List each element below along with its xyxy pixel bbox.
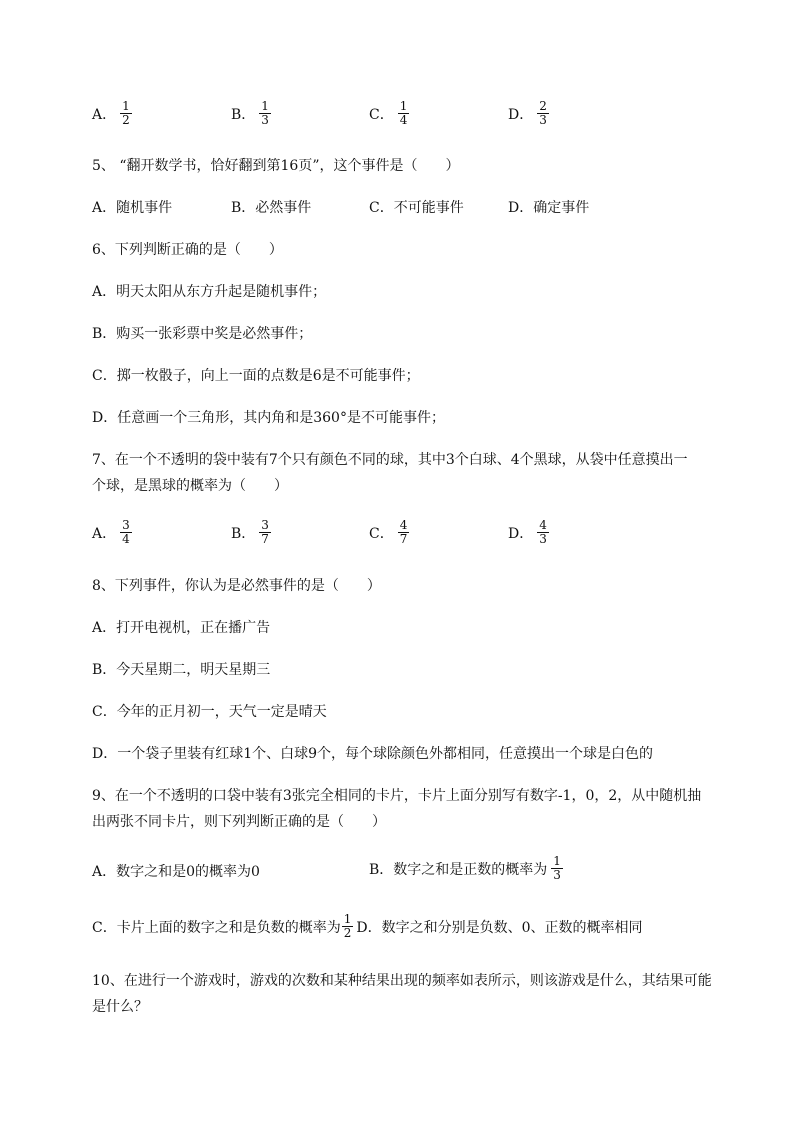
q5-option-b: B．必然事件	[231, 200, 312, 216]
q9-option-b: B．数字之和是正数的概率为 $\frac{1}{3}$	[369, 854, 561, 882]
fraction: $\frac{3}{4}$	[122, 518, 130, 546]
q9-option-d: D．数字之和分别是负数、0、正数的概率相同	[356, 919, 643, 936]
q9-option-c: C．卡片上面的数字之和是负数的概率为 $\frac{1}{2}$ D．数字之和分别是负数、0、正数的概率相同	[92, 912, 643, 940]
fraction: $\frac{1}{2}$	[122, 99, 130, 127]
fraction: $\frac{2}{3}$	[539, 99, 547, 127]
fraction: $\frac{4}{7}$	[399, 518, 408, 546]
q9-option-a: A．数字之和是0的概率为0	[92, 864, 260, 880]
q4-option-c: C． $\frac{1}{4}$	[369, 99, 408, 127]
q5-option-c: C．不可能事件	[369, 200, 464, 216]
fraction: $\frac{3}{7}$	[261, 518, 269, 546]
fraction: $\frac{4}{3}$	[539, 518, 547, 546]
q8-option-d: D．一个袋子里装有红球1个、白球9个，每个球除颜色外都相同，任意摸出一个球是白色的	[92, 746, 654, 762]
q8-option-b: B．今天星期二，明天星期三	[92, 662, 271, 678]
q5-option-d: D．确定事件	[508, 200, 590, 216]
q8-option-a: A．打开电视机，正在播广告	[92, 620, 271, 636]
q7-option-c: C． $\frac{4}{7}$	[369, 518, 408, 546]
q6-option-d: D．任意画一个三角形，其内角和是360°是不可能事件；	[92, 410, 445, 426]
q4-option-a: A． $\frac{1}{2}$	[92, 99, 130, 127]
q9-stem-line2: 出两张不同卡片，则下列判断正确的是（ ）	[92, 814, 386, 830]
q7-stem-line2: 个球，是黑球的概率为（ ）	[92, 478, 288, 494]
fraction: $\frac{1}{4}$	[399, 99, 408, 127]
q4-option-b: B． $\frac{1}{3}$	[231, 99, 269, 127]
q5-option-a: A．随机事件	[92, 200, 173, 216]
q5-stem: 5、 “翻开数学书，恰好翻到第16页”，这个事件是（ ）	[92, 158, 460, 174]
q8-option-c: C．今年的正月初一，天气一定是晴天	[92, 704, 327, 720]
q7-option-b: B． $\frac{3}{7}$	[231, 518, 269, 546]
q6-option-b: B．购买一张彩票中奖是必然事件；	[92, 326, 313, 342]
q6-option-c: C．掷一枚骰子，向上一面的点数是6是不可能事件；	[92, 368, 420, 384]
q7-option-a: A． $\frac{3}{4}$	[92, 518, 130, 546]
q8-stem: 8、下列事件，你认为是必然事件的是（ ）	[92, 578, 381, 594]
q7-stem-line1: 7、在一个不透明的袋中装有7个只有颜色不同的球，其中3个白球、4个黑球，从袋中任意摸出一	[92, 452, 688, 468]
q9-stem-line1: 9、在一个不透明的口袋中装有3张完全相同的卡片，卡片上面分别写有数字-1，0，2，从中随机抽	[92, 788, 702, 804]
q4-option-d: D． $\frac{2}{3}$	[508, 99, 547, 127]
q10-stem-line2: 是什么？	[92, 999, 148, 1015]
q6-option-a: A．明天太阳从东方升起是随机事件；	[92, 284, 327, 300]
q10-stem-line1: 10、在进行一个游戏时，游戏的次数和某种结果出现的频率如表所示，则该游戏是什么，其结果可能	[92, 973, 712, 989]
fraction: $\frac{1}{3}$	[553, 854, 561, 882]
q6-stem: 6、下列判断正确的是（ ）	[92, 242, 283, 258]
q7-option-d: D． $\frac{4}{3}$	[508, 518, 547, 546]
fraction: $\frac{1}{2}$	[343, 912, 352, 940]
fraction: $\frac{1}{3}$	[261, 99, 269, 127]
